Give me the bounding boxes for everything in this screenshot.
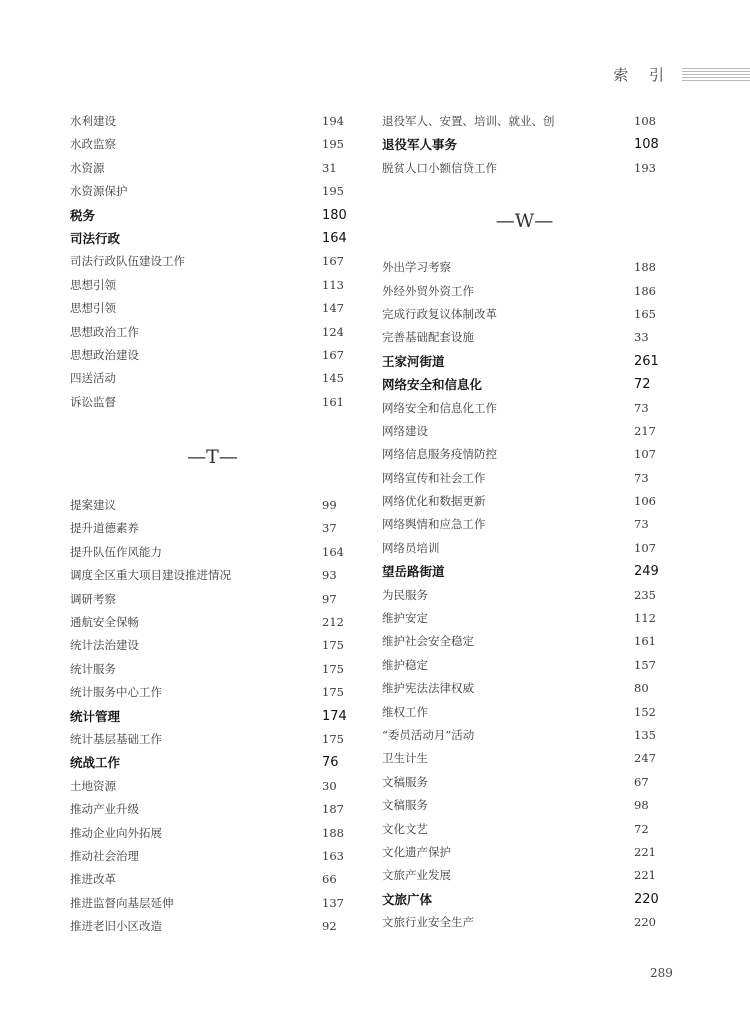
index-term: 文旅产业发展 — [382, 868, 451, 883]
index-term: 文稿服务 — [382, 774, 428, 789]
index-term: “委员活动月”活动 — [382, 727, 475, 742]
index-page-number: 107 — [634, 447, 656, 462]
index-entry — [70, 564, 345, 587]
index-page-number: 261 — [634, 353, 659, 369]
index-page-number: 193 — [634, 160, 656, 175]
index-page-number: 76 — [322, 755, 339, 771]
index-page-number: 161 — [322, 394, 344, 409]
index-term: 推动企业向外拓展 — [70, 825, 162, 840]
index-term: 司法行政 — [70, 230, 121, 246]
index-entry — [382, 584, 657, 607]
index-entry — [382, 397, 657, 420]
index-term: 网络安全和信息化 — [382, 377, 483, 393]
index-page-number: 186 — [634, 283, 656, 298]
index-entry — [382, 654, 657, 677]
index-term: 提案建议 — [70, 498, 116, 513]
index-entry — [382, 911, 657, 934]
index-page-number: 124 — [322, 324, 344, 339]
index-term: 维权工作 — [382, 704, 428, 719]
index-entry — [382, 443, 657, 466]
index-column-right — [382, 110, 657, 935]
index-entry — [382, 420, 657, 443]
index-entry — [70, 798, 345, 821]
index-term: 思想政治建设 — [70, 347, 139, 362]
index-entry — [382, 794, 657, 817]
index-entry — [70, 274, 345, 297]
index-entry — [70, 391, 345, 414]
index-term: 外经外贸外资工作 — [382, 283, 474, 298]
index-term: 水利建设 — [70, 114, 116, 128]
index-term: 王家河街道 — [382, 353, 445, 369]
index-entry — [382, 490, 657, 513]
index-entry — [70, 321, 345, 344]
index-entry — [382, 841, 657, 864]
index-term: 推动社会治理 — [70, 848, 139, 863]
index-entry — [70, 611, 345, 634]
index-entry — [70, 110, 345, 133]
index-entry — [382, 467, 657, 490]
index-page-number: 92 — [322, 919, 337, 934]
index-page-number: 217 — [634, 423, 656, 438]
index-page-number: 152 — [634, 704, 656, 719]
header-title: 索 引 — [613, 66, 672, 84]
index-entry — [70, 157, 345, 180]
index-term: 退役军人事务 — [382, 137, 458, 153]
entry-group-s — [70, 110, 345, 414]
index-page-number: 147 — [322, 301, 344, 316]
index-page-number: 72 — [634, 377, 651, 393]
index-page-number: 73 — [634, 517, 649, 532]
index-entry — [70, 634, 345, 657]
index-page-number: 98 — [634, 798, 649, 813]
index-page-number: 220 — [634, 891, 659, 907]
index-page-number: 235 — [634, 587, 656, 602]
index-term: 思想引领 — [70, 301, 116, 316]
index-entry — [382, 256, 657, 279]
index-term: 文化文艺 — [382, 821, 428, 836]
index-term: 推进改革 — [70, 872, 116, 887]
index-page-number: 195 — [322, 137, 344, 152]
index-entry — [382, 607, 657, 630]
index-page-number: 221 — [634, 868, 656, 883]
index-page-number: 135 — [634, 727, 656, 742]
index-page-number: 220 — [634, 915, 656, 930]
index-entry — [382, 864, 657, 887]
index-page-number: 247 — [634, 751, 656, 766]
index-term: 文旅行业安全生产 — [382, 915, 474, 930]
index-page-number: 112 — [634, 611, 656, 626]
index-entry — [70, 775, 345, 798]
index-term: 网络员培训 — [382, 540, 440, 555]
entry-group-t — [70, 494, 345, 938]
index-term: 统计管理 — [70, 708, 121, 724]
index-page-number: 164 — [322, 230, 347, 246]
index-page-number: 187 — [322, 802, 344, 817]
index-page-number: 66 — [322, 872, 337, 887]
index-page-number: 72 — [634, 821, 649, 836]
index-term: 推进监督向基层延伸 — [70, 895, 174, 910]
index-page-number: 108 — [634, 114, 656, 128]
index-entry — [382, 677, 657, 700]
index-page-number: 93 — [322, 568, 337, 583]
index-term: 司法行政队伍建设工作 — [70, 254, 185, 269]
index-term: 网络优化和数据更新 — [382, 494, 486, 509]
index-page-number: 161 — [634, 634, 656, 649]
index-term: 维护稳定 — [382, 657, 428, 672]
index-term: 提升队伍作风能力 — [70, 544, 162, 559]
index-entry — [382, 157, 657, 180]
index-page-number: 108 — [634, 137, 659, 153]
index-term: 为民服务 — [382, 587, 428, 602]
index-entry — [70, 915, 345, 938]
index-term: 文旅广体 — [382, 891, 433, 907]
index-term: 统计基层基础工作 — [70, 731, 162, 746]
index-entry — [70, 845, 345, 868]
index-entry-major — [70, 705, 345, 728]
index-term: 望岳路街道 — [382, 564, 445, 580]
index-term: 调研考察 — [70, 591, 116, 606]
index-term: 水资源保护 — [70, 184, 128, 199]
index-entry — [70, 658, 345, 681]
index-entry-major — [382, 133, 657, 156]
index-page-number: 167 — [322, 254, 344, 269]
index-term: 完成行政复议体制改革 — [382, 306, 497, 321]
index-entry — [70, 180, 345, 203]
index-entry — [70, 250, 345, 273]
index-page-number: 188 — [634, 260, 656, 275]
index-term: 网络信息服务疫情防控 — [382, 447, 497, 462]
section-letter-t: —T— — [187, 446, 238, 469]
page-number: 289 — [650, 966, 673, 980]
index-page-number: 73 — [634, 470, 649, 485]
index-entry — [70, 517, 345, 540]
index-page-number: 31 — [322, 160, 337, 175]
index-term: 水政监察 — [70, 137, 116, 152]
index-page-number: 107 — [634, 540, 656, 555]
index-term: 税务 — [70, 207, 96, 223]
index-page-number: 180 — [322, 207, 347, 223]
index-term: 网络舆情和应急工作 — [382, 517, 486, 532]
index-entry — [70, 541, 345, 564]
index-entry-major — [382, 373, 657, 396]
index-page-number: 67 — [634, 774, 649, 789]
index-page-number: 99 — [322, 498, 337, 513]
index-page-number: 137 — [322, 895, 344, 910]
index-term: 统战工作 — [70, 755, 121, 771]
index-entry — [70, 892, 345, 915]
index-page-number: 106 — [634, 494, 656, 509]
index-page-number: 175 — [322, 638, 344, 653]
index-page-number: 80 — [634, 681, 649, 696]
index-term: 网络建设 — [382, 423, 428, 438]
index-entry — [70, 681, 345, 704]
index-page-number: 194 — [322, 114, 344, 128]
index-term: 脱贫人口小额信贷工作 — [382, 160, 497, 175]
index-entry — [70, 297, 345, 320]
index-entry — [70, 367, 345, 390]
section-letter-w: —W— — [495, 210, 554, 233]
index-entry — [70, 868, 345, 891]
index-entry-major — [70, 751, 345, 774]
index-term: 四送活动 — [70, 371, 116, 386]
index-term: 文稿服务 — [382, 798, 428, 813]
index-page-number: 175 — [322, 685, 344, 700]
index-entry — [70, 133, 345, 156]
index-term: 统计法治建设 — [70, 638, 139, 653]
index-page-number: 97 — [322, 591, 337, 606]
index-page-number: 165 — [634, 306, 656, 321]
index-page-number: 212 — [322, 615, 344, 630]
index-entry-major — [70, 227, 345, 250]
index-entry — [70, 728, 345, 751]
index-page-number: 175 — [322, 731, 344, 746]
index-entry — [382, 724, 657, 747]
index-term: 维护社会安全稳定 — [382, 634, 474, 649]
index-page-number: 188 — [322, 825, 344, 840]
index-term: 卫生计生 — [382, 751, 428, 766]
index-entry — [70, 588, 345, 611]
index-page-number: 73 — [634, 400, 649, 415]
index-term: 维护安定 — [382, 611, 428, 626]
index-page-number: 167 — [322, 347, 344, 362]
index-page-number: 37 — [322, 521, 337, 536]
index-term: 退役军人、安置、培训、就业、创 — [382, 114, 555, 128]
index-page-number: 163 — [322, 848, 344, 863]
index-page-number: 145 — [322, 371, 344, 386]
index-entry — [382, 537, 657, 560]
index-page-number: 157 — [634, 657, 656, 672]
index-page-number: 174 — [322, 708, 347, 724]
index-entry — [382, 701, 657, 724]
header-decorative-rule — [682, 68, 750, 82]
index-entry — [382, 747, 657, 770]
index-entry-major — [382, 350, 657, 373]
index-entry — [382, 303, 657, 326]
index-entry — [70, 494, 345, 517]
index-entry — [382, 630, 657, 653]
index-term: 网络宣传和社会工作 — [382, 470, 486, 485]
index-term: 网络安全和信息化工作 — [382, 400, 497, 415]
running-header — [530, 64, 750, 88]
index-term: 诉讼监督 — [70, 394, 116, 409]
index-page-number: 164 — [322, 544, 344, 559]
index-entry — [382, 513, 657, 536]
index-term: 维护宪法法律权威 — [382, 681, 474, 696]
entry-group-w — [382, 256, 657, 934]
entry-group-t-continued — [382, 110, 657, 180]
index-entry — [70, 344, 345, 367]
index-term: 完善基础配套设施 — [382, 330, 474, 345]
index-page-number: 113 — [322, 277, 344, 292]
index-term: 统计服务 — [70, 661, 116, 676]
index-entry-major — [382, 888, 657, 911]
index-entry — [382, 818, 657, 841]
index-term: 提升道德素养 — [70, 521, 139, 536]
index-term: 水资源 — [70, 160, 105, 175]
index-term: 通航安全保畅 — [70, 615, 139, 630]
index-term: 外出学习考察 — [382, 260, 451, 275]
index-entry — [382, 771, 657, 794]
index-entry — [70, 822, 345, 845]
index-term: 统计服务中心工作 — [70, 685, 162, 700]
index-page-number: 33 — [634, 330, 649, 345]
index-page-number: 221 — [634, 844, 656, 859]
index-page-number: 195 — [322, 184, 344, 199]
index-term: 文化遗产保护 — [382, 844, 451, 859]
index-page-number: 30 — [322, 778, 337, 793]
index-entry — [382, 326, 657, 349]
index-entry — [382, 280, 657, 303]
index-term: 土地资源 — [70, 778, 116, 793]
index-entry — [382, 110, 657, 133]
index-term: 思想引领 — [70, 277, 116, 292]
index-column-left — [70, 110, 345, 939]
index-entry-major — [70, 204, 345, 227]
index-term: 推进老旧小区改造 — [70, 919, 162, 934]
index-page-number: 175 — [322, 661, 344, 676]
index-term: 推动产业升级 — [70, 802, 139, 817]
index-term: 调度全区重大项目建设推进情况 — [70, 568, 231, 583]
index-term: 思想政治工作 — [70, 324, 139, 339]
index-page-number: 249 — [634, 564, 659, 580]
index-entry-major — [382, 560, 657, 583]
